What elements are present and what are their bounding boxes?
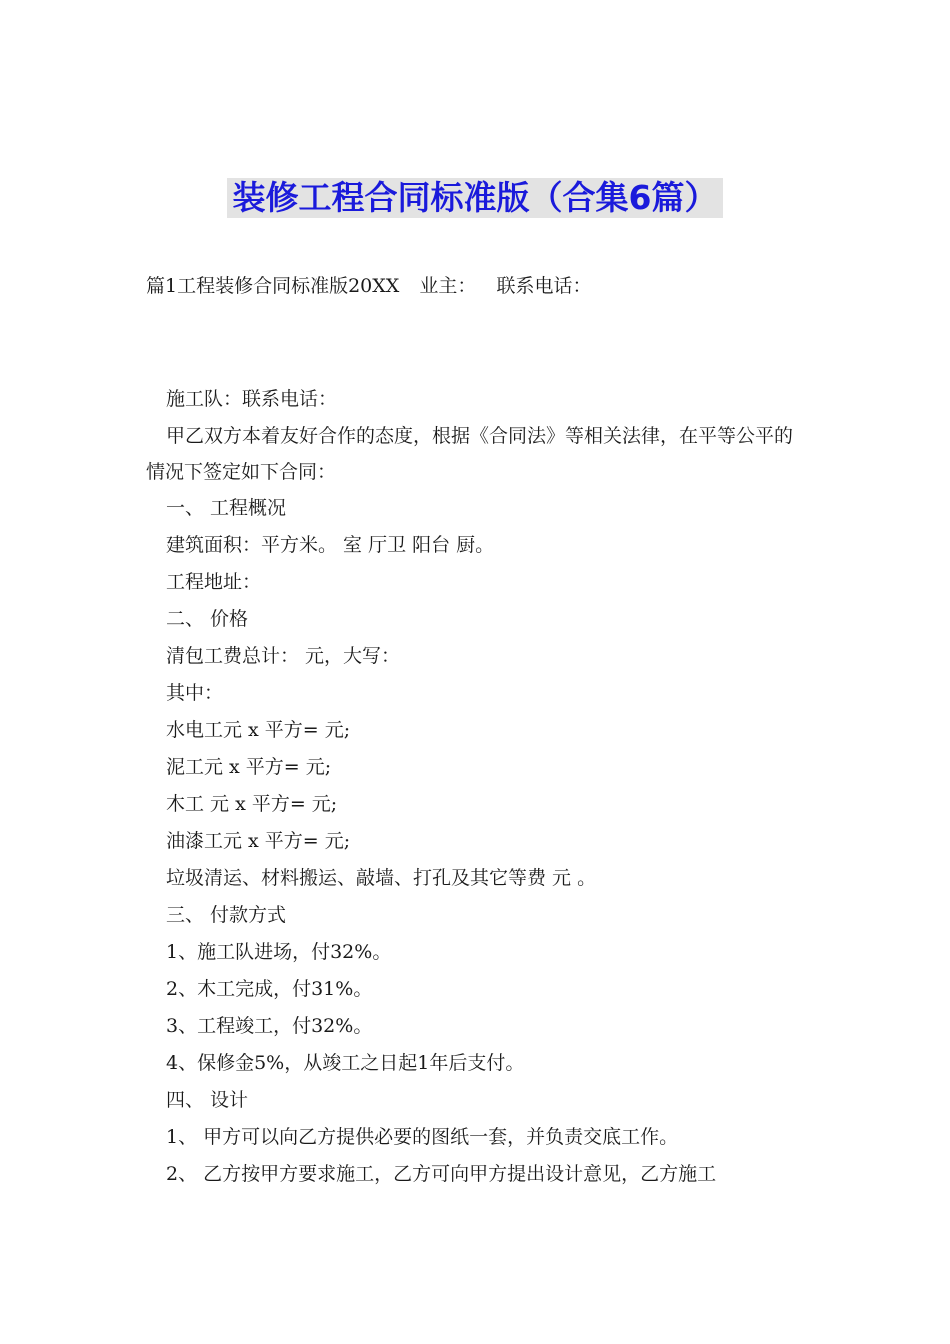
section-heading-payment: 三、 付款方式 bbox=[166, 904, 287, 926]
contract-body bbox=[146, 381, 806, 1193]
paragraph-masonry: 泥工元 x 平方= 元; bbox=[166, 756, 332, 778]
owner-label: 业主： bbox=[419, 275, 477, 297]
paragraph-address: 工程地址： bbox=[166, 571, 262, 593]
section-heading-design: 四、 设计 bbox=[166, 1089, 249, 1111]
payment-item-4: 4、保修金5%，从竣工之日起1年后支付。 bbox=[166, 1052, 525, 1074]
payment-item-3: 3、工程竣工，付32%。 bbox=[166, 1015, 373, 1037]
intro-heading: 篇1工程装修合同标准版20XX bbox=[146, 275, 400, 297]
section-heading-price: 二、 价格 bbox=[166, 608, 249, 630]
paragraph-painting: 油漆工元 x 平方= 元; bbox=[166, 830, 351, 852]
design-item-2: 2、 乙方按甲方要求施工，乙方可向甲方提出设计意见，乙方施工 bbox=[166, 1163, 717, 1185]
payment-item-1: 1、施工队进场，付32%。 bbox=[166, 941, 392, 963]
paragraph-preamble: 甲乙双方本着友好合作的态度，根据《合同法》等相关法律，在平等公平的情况下签定如下合同： bbox=[146, 425, 794, 483]
phone-label: 联系电话： bbox=[496, 275, 592, 297]
paragraph-among: 其中： bbox=[166, 682, 224, 704]
document-title: 装修工程合同标准版（合集6篇） bbox=[227, 178, 724, 218]
paragraph-construction-team: 施工队：联系电话： bbox=[166, 388, 338, 410]
title-container bbox=[0, 178, 950, 218]
design-item-1: 1、 甲方可以向乙方提供必要的图纸一套，并负责交底工作。 bbox=[166, 1126, 679, 1148]
paragraph-labor-total: 清包工费总计： 元，大写： bbox=[166, 645, 401, 667]
intro-line bbox=[146, 272, 591, 300]
paragraph-carpentry: 木工 元 x 平方= 元; bbox=[166, 793, 338, 815]
paragraph-misc-fees: 垃圾清运、材料搬运、敲墙、打孔及其它等费 元 。 bbox=[166, 867, 597, 889]
section-heading-overview: 一、 工程概况 bbox=[166, 497, 287, 519]
paragraph-plumbing: 水电工元 x 平方= 元; bbox=[166, 719, 351, 741]
paragraph-building-area: 建筑面积：平方米。 室 厅卫 阳台 厨。 bbox=[166, 534, 495, 556]
payment-item-2: 2、木工完成，付31%。 bbox=[166, 978, 373, 1000]
